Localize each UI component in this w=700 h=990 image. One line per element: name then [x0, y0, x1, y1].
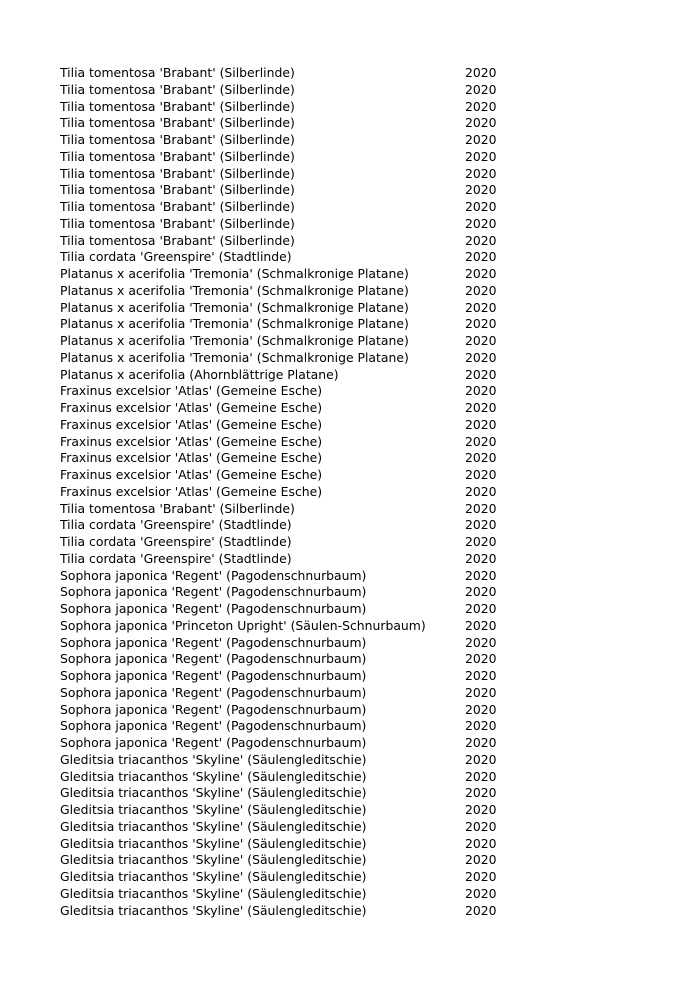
tree-species-name: Fraxinus excelsior 'Atlas' (Gemeine Esche): [60, 383, 323, 399]
planting-year: 2020: [465, 852, 497, 868]
tree-species-name: Tilia tomentosa 'Brabant' (Silberlinde): [60, 115, 295, 131]
planting-year: 2020: [465, 651, 497, 667]
planting-year: 2020: [465, 450, 497, 466]
planting-year: 2020: [465, 282, 497, 298]
tree-species-name: Sophora japonica 'Regent' (Pagodenschnurbaum): [60, 701, 367, 717]
table-row: [60, 752, 500, 769]
planting-year: 2020: [465, 182, 497, 198]
planting-year: 2020: [465, 601, 497, 616]
table-row: [60, 551, 500, 568]
tree-species-name: Tilia tomentosa 'Brabant' (Silberlinde): [60, 148, 295, 164]
table-row: [60, 735, 500, 752]
table-row: [60, 903, 500, 920]
planting-year: 2020: [465, 902, 497, 918]
tree-species-name: Tilia tomentosa 'Brabant' (Silberlinde): [60, 215, 295, 231]
planting-year: 2020: [465, 500, 497, 516]
table-row: [60, 517, 500, 534]
tree-species-name: Tilia tomentosa 'Brabant' (Silberlinde): [60, 500, 295, 516]
tree-species-name: Sophora japonica 'Regent' (Pagodenschnurbaum): [60, 668, 367, 683]
tree-species-name: Tilia cordata 'Greenspire' (Stadtlinde): [60, 249, 292, 265]
planting-year: 2020: [465, 215, 497, 231]
table-row: [60, 99, 500, 116]
planting-year: 2020: [465, 550, 497, 566]
planting-year: 2020: [465, 567, 497, 583]
tree-species-name: Gleditsia triacanthos 'Skyline' (Säulengleditschie): [60, 835, 367, 851]
table-row: [60, 785, 500, 802]
table-row: [60, 651, 500, 668]
tree-species-name: Gleditsia triacanthos 'Skyline' (Säulengleditschie): [60, 902, 367, 918]
tree-species-name: Gleditsia triacanthos 'Skyline' (Säulengleditschie): [60, 751, 367, 767]
tree-species-name: Platanus x acerifolia (Ahornblättrige Platane): [60, 366, 339, 382]
tree-species-name: Tilia tomentosa 'Brabant' (Silberlinde): [60, 81, 295, 97]
table-row: [60, 618, 500, 635]
planting-year: 2020: [465, 416, 497, 432]
table-row: [60, 718, 500, 735]
table-row: [60, 886, 500, 903]
planting-year: 2020: [465, 299, 497, 315]
table-row: [60, 869, 500, 886]
table-row: [60, 300, 500, 317]
planting-year: 2020: [465, 668, 497, 683]
table-row: [60, 802, 500, 819]
tree-species-name: Gleditsia triacanthos 'Skyline' (Säulengleditschie): [60, 768, 367, 784]
tree-species-name: Sophora japonica 'Regent' (Pagodenschnurbaum): [60, 651, 367, 667]
table-row: [60, 166, 500, 183]
tree-species-name: Fraxinus excelsior 'Atlas' (Gemeine Esche): [60, 416, 323, 432]
planting-year: 2020: [465, 584, 497, 600]
planting-year: 2020: [465, 617, 497, 633]
table-row: [60, 685, 500, 702]
planting-year: 2020: [465, 232, 497, 248]
tree-species-name: Fraxinus excelsior 'Atlas' (Gemeine Esche): [60, 483, 323, 499]
tree-species-name: Fraxinus excelsior 'Atlas' (Gemeine Esche): [60, 433, 323, 449]
planting-year: 2020: [465, 349, 497, 365]
tree-species-name: Fraxinus excelsior 'Atlas' (Gemeine Esche): [60, 400, 323, 415]
table-row: [60, 82, 500, 99]
planting-year: 2020: [465, 751, 497, 767]
tree-species-name: Tilia cordata 'Greenspire' (Stadtlinde): [60, 534, 292, 549]
tree-species-name: Sophora japonica 'Regent' (Pagodenschnurbaum): [60, 634, 367, 650]
planting-year: 2020: [465, 684, 497, 700]
tree-species-name: Sophora japonica 'Regent' (Pagodenschnurbaum): [60, 684, 367, 700]
tree-species-name: Gleditsia triacanthos 'Skyline' (Säulengleditschie): [60, 802, 367, 817]
tree-species-name: Tilia tomentosa 'Brabant' (Silberlinde): [60, 98, 295, 114]
table-row: [60, 836, 500, 853]
planting-year: 2020: [465, 366, 497, 382]
tree-species-name: Sophora japonica 'Princeton Upright' (Säulen-Schnurbaum): [60, 617, 426, 633]
table-row: [60, 249, 500, 266]
tree-species-name: Tilia tomentosa 'Brabant' (Silberlinde): [60, 165, 295, 181]
planting-year: 2020: [465, 433, 497, 449]
table-row: [60, 434, 500, 451]
table-row: [60, 601, 500, 618]
planting-year: 2020: [465, 735, 497, 750]
planting-year: 2020: [465, 885, 497, 901]
table-row: [60, 467, 500, 484]
table-row: [60, 149, 500, 166]
planting-year: 2020: [465, 701, 497, 717]
planting-year: 2020: [465, 199, 497, 214]
table-row: [60, 819, 500, 836]
planting-year: 2020: [465, 869, 497, 884]
tree-species-name: Tilia tomentosa 'Brabant' (Silberlinde): [60, 182, 295, 198]
table-row: [60, 383, 500, 400]
planting-year: 2020: [465, 467, 497, 482]
table-row: [60, 333, 500, 350]
tree-species-name: Tilia tomentosa 'Brabant' (Silberlinde): [60, 65, 295, 80]
tree-species-name: Fraxinus excelsior 'Atlas' (Gemeine Esche): [60, 467, 323, 482]
table-row: [60, 417, 500, 434]
table-row: [60, 350, 500, 367]
planting-year: 2020: [465, 333, 497, 348]
planting-year: 2020: [465, 115, 497, 131]
tree-species-name: Tilia tomentosa 'Brabant' (Silberlinde): [60, 199, 295, 214]
tree-species-name: Sophora japonica 'Regent' (Pagodenschnurbaum): [60, 567, 367, 583]
table-row: [60, 65, 500, 82]
tree-species-name: Sophora japonica 'Regent' (Pagodenschnurbaum): [60, 601, 367, 616]
tree-species-name: Gleditsia triacanthos 'Skyline' (Säulengleditschie): [60, 852, 367, 868]
table-row: [60, 635, 500, 652]
planting-year: 2020: [465, 400, 497, 415]
planting-year: 2020: [465, 98, 497, 114]
planting-year: 2020: [465, 266, 497, 281]
tree-species-name: Fraxinus excelsior 'Atlas' (Gemeine Esche): [60, 450, 323, 466]
table-row: [60, 769, 500, 786]
planting-year: 2020: [465, 316, 497, 332]
tree-species-name: Sophora japonica 'Regent' (Pagodenschnurbaum): [60, 584, 367, 600]
tree-species-name: Tilia tomentosa 'Brabant' (Silberlinde): [60, 132, 295, 147]
tree-species-name: Platanus x acerifolia 'Tremonia' (Schmalkronige Platane): [60, 333, 409, 348]
table-row: [60, 367, 500, 384]
table-row: [60, 283, 500, 300]
tree-species-name: Tilia cordata 'Greenspire' (Stadtlinde): [60, 517, 292, 533]
tree-species-name: Gleditsia triacanthos 'Skyline' (Säulengleditschie): [60, 785, 367, 801]
planting-year: 2020: [465, 132, 497, 147]
table-row: [60, 568, 500, 585]
tree-species-name: Platanus x acerifolia 'Tremonia' (Schmalkronige Platane): [60, 266, 409, 281]
planting-year: 2020: [465, 165, 497, 181]
planting-year: 2020: [465, 517, 497, 533]
table-row: [60, 584, 500, 601]
planting-year: 2020: [465, 785, 497, 801]
tree-species-name: Tilia tomentosa 'Brabant' (Silberlinde): [60, 232, 295, 248]
tree-species-name: Tilia cordata 'Greenspire' (Stadtlinde): [60, 550, 292, 566]
tree-species-name: Platanus x acerifolia 'Tremonia' (Schmalkronige Platane): [60, 349, 409, 365]
planting-year: 2020: [465, 148, 497, 164]
table-row: [60, 316, 500, 333]
planting-year: 2020: [465, 249, 497, 265]
table-row: [60, 266, 500, 283]
tree-species-name: Gleditsia triacanthos 'Skyline' (Säulengleditschie): [60, 885, 367, 901]
table-row: [60, 400, 500, 417]
tree-species-name: Platanus x acerifolia 'Tremonia' (Schmalkronige Platane): [60, 299, 409, 315]
planting-year: 2020: [465, 818, 497, 834]
tree-species-name: Sophora japonica 'Regent' (Pagodenschnurbaum): [60, 735, 367, 750]
tree-list-table: [60, 65, 500, 919]
table-row: [60, 702, 500, 719]
tree-species-name: Platanus x acerifolia 'Tremonia' (Schmalkronige Platane): [60, 316, 409, 332]
table-row: [60, 668, 500, 685]
planting-year: 2020: [465, 483, 497, 499]
table-row: [60, 852, 500, 869]
planting-year: 2020: [465, 383, 497, 399]
table-row: [60, 484, 500, 501]
planting-year: 2020: [465, 768, 497, 784]
tree-species-name: Gleditsia triacanthos 'Skyline' (Säulengleditschie): [60, 818, 367, 834]
planting-year: 2020: [465, 835, 497, 851]
planting-year: 2020: [465, 802, 497, 817]
table-row: [60, 115, 500, 132]
table-row: [60, 501, 500, 518]
tree-species-name: Platanus x acerifolia 'Tremonia' (Schmalkronige Platane): [60, 282, 409, 298]
table-row: [60, 450, 500, 467]
planting-year: 2020: [465, 81, 497, 97]
planting-year: 2020: [465, 718, 497, 734]
planting-year: 2020: [465, 534, 497, 549]
table-row: [60, 534, 500, 551]
tree-species-name: Gleditsia triacanthos 'Skyline' (Säulengleditschie): [60, 869, 367, 884]
table-row: [60, 216, 500, 233]
planting-year: 2020: [465, 634, 497, 650]
table-row: [60, 182, 500, 199]
table-row: [60, 233, 500, 250]
planting-year: 2020: [465, 65, 497, 80]
table-row: [60, 132, 500, 149]
table-row: [60, 199, 500, 216]
tree-species-name: Sophora japonica 'Regent' (Pagodenschnurbaum): [60, 718, 367, 734]
